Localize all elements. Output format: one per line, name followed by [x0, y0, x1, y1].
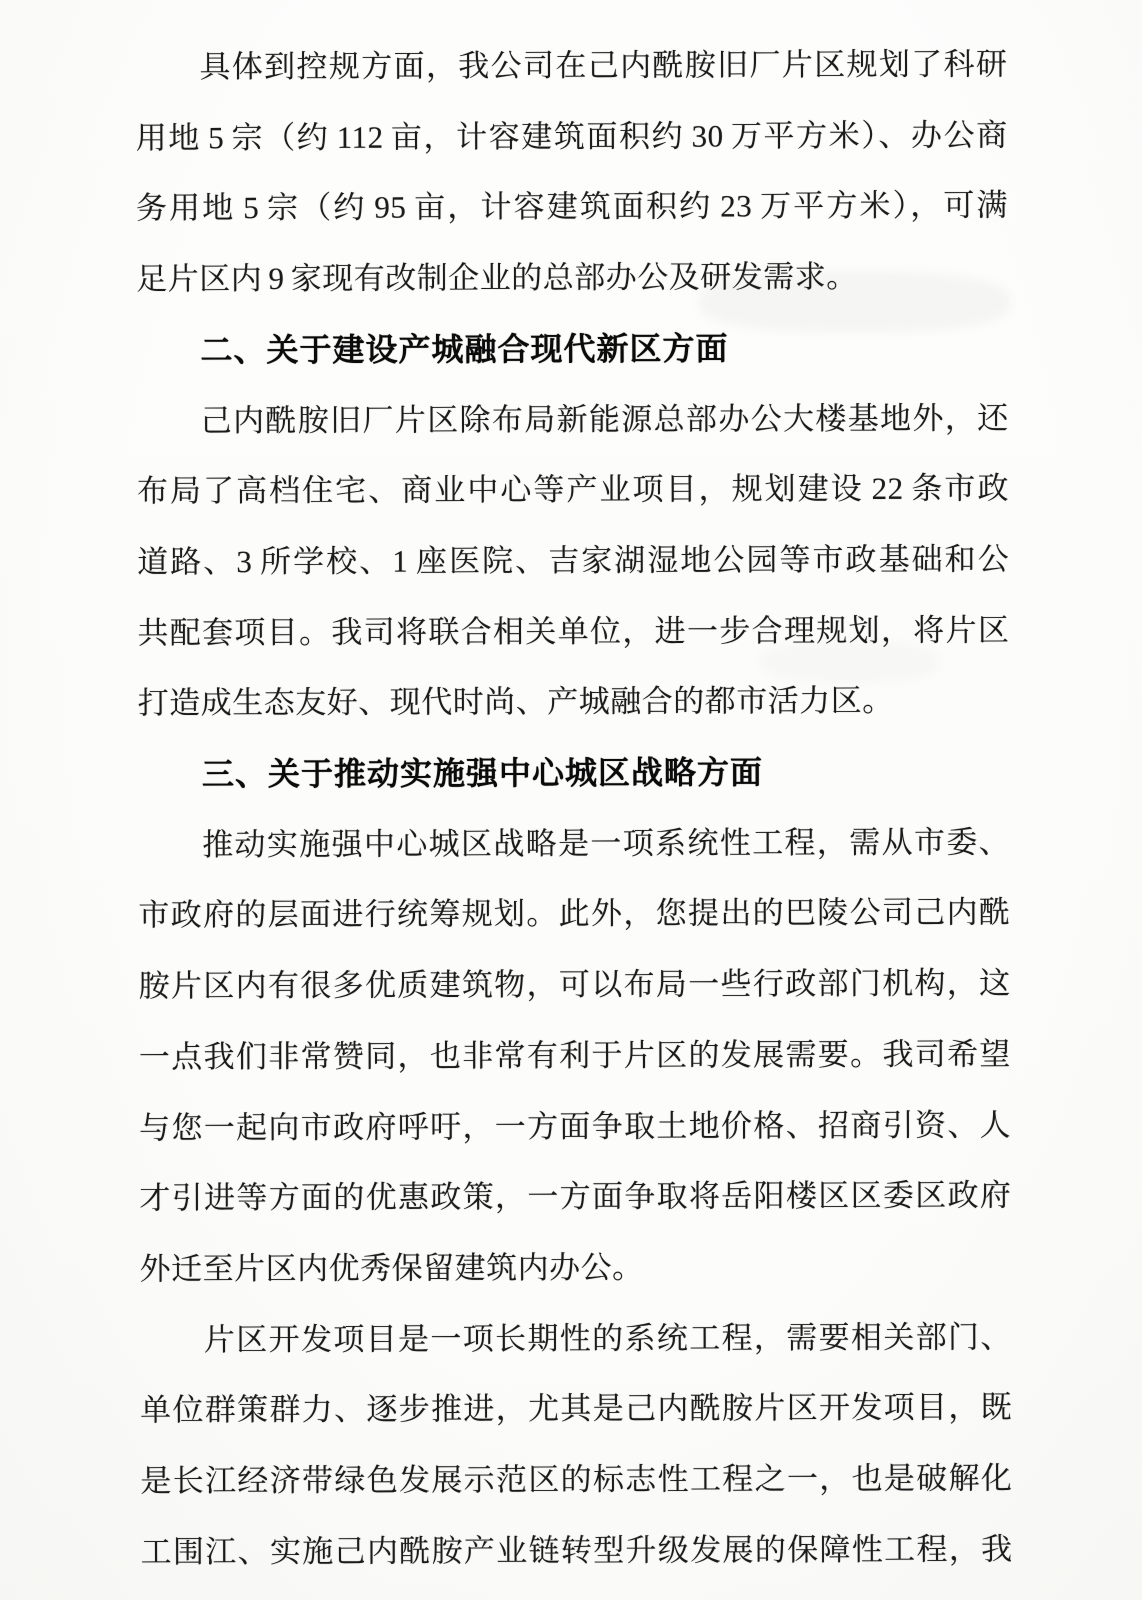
text-line: 单位群策群力、逐步推进，尤其是己内酰胺片区开发项目，既 [140, 1389, 1013, 1428]
text-line: 才引进等方面的优惠政策，一方面争取将岳阳楼区区委区政府 [139, 1177, 1012, 1216]
text-line: 用地 5 宗（约 112 亩，计容建筑面积约 30 万平方米）、办公商 [135, 117, 1008, 156]
text-line: 具体到控规方面，我公司在己内酰胺旧厂片区规划了科研 [199, 46, 1008, 85]
text-line: 己内酰胺旧厂片区除布局新能源总部办公大楼基地外，还 [200, 399, 1009, 438]
section-heading: 三、关于推动实施强中心城区战略方面 [201, 754, 763, 793]
text-line: 布局了高档住宅、商业中心等产业项目，规划建设 22 条市政 [136, 470, 1009, 509]
text-line: 胺片区内有很多优质建筑物，可以布局一些行政部门机构，这 [138, 965, 1011, 1004]
section-heading: 二、关于建设产城融合现代新区方面 [200, 330, 729, 369]
text-line: 务用地 5 宗（约 95 亩，计容建筑面积约 23 万平方米），可满 [135, 187, 1008, 226]
text-line: 片区开发项目是一项长期性的系统工程，需要相关部门、 [203, 1319, 1012, 1357]
text-line: 外迁至片区内优秀保留建筑内办公。 [139, 1249, 644, 1287]
text-line: 道路、3 所学校、1 座医院、吉家湖湿地公园等市政基础和公 [137, 541, 1010, 580]
text-line: 市政府的层面进行统筹规划。此外，您提出的巴陵公司己内酰 [138, 894, 1011, 933]
text-line: 推动实施强中心城区战略是一项系统性工程，需从市委、 [202, 824, 1011, 862]
text-line: 一点我们非常赞同，也非常有利于片区的发展需要。我司希望 [138, 1036, 1011, 1075]
text-line: 是长江经济带绿色发展示范区的标志性工程之一，也是破解化 [140, 1460, 1013, 1499]
text-line: 打造成生态友好、现代时尚、产城融合的都市活力区。 [137, 683, 894, 721]
text-line: 与您一起向市政府呼吁，一方面争取土地价格、招商引资、人 [139, 1106, 1012, 1146]
text-line: 工围江、实施己内酰胺产业链转型升级发展的保障性工程，我 [140, 1531, 1013, 1570]
text-line: 共配套项目。我司将联合相关单位，进一步合理规划，将片区 [137, 612, 1010, 651]
text-line: 足片区内 9 家现有改制企业的总部办公及研发需求。 [136, 259, 858, 297]
